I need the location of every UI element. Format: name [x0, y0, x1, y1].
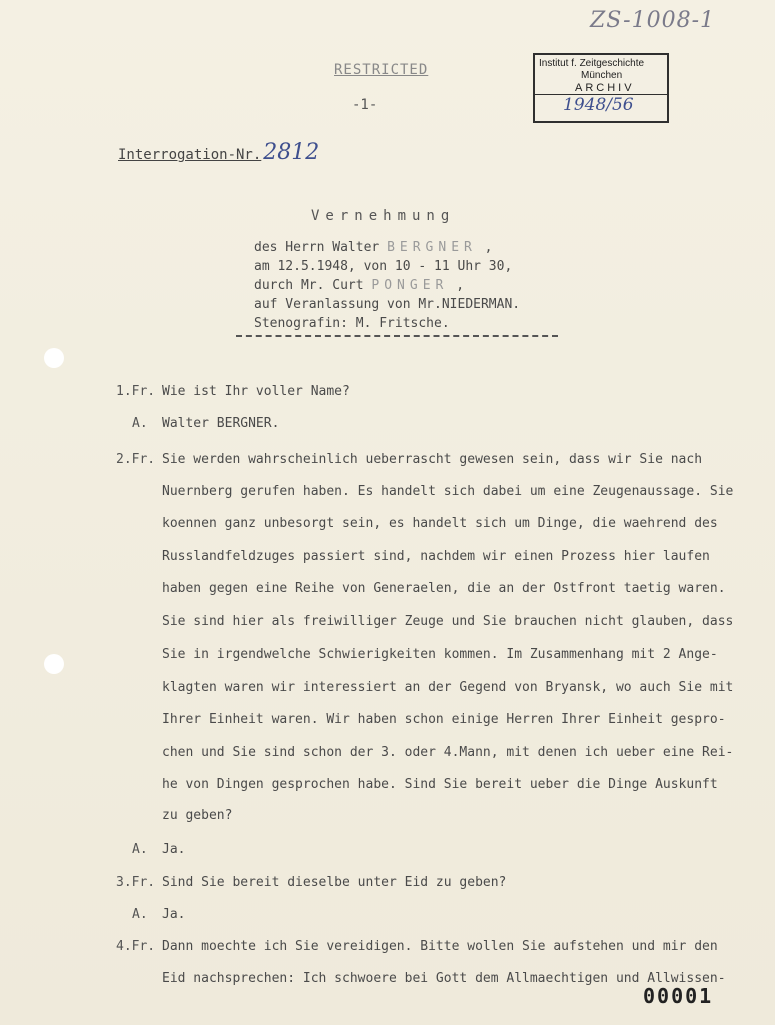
- transcript-continuation: [162, 745, 733, 760]
- transcript-continuation: [162, 971, 726, 986]
- transcript-entry: [116, 939, 718, 954]
- stamp-city: München: [581, 70, 623, 81]
- transcript-text: Eid nachsprechen: Ich schwoere bei Gott dem Allmaechtigen und Allwissen-: [162, 971, 726, 986]
- transcript-entry: [132, 416, 279, 431]
- transcript-text: Sie werden wahrscheinlich ueberrascht gewesen sein, dass wir Sie nach: [162, 452, 703, 467]
- transcript-text: Sind Sie bereit dieselbe unter Eid zu geben?: [162, 875, 507, 890]
- transcript-continuation: [162, 712, 726, 727]
- page-indicator: -1-: [352, 97, 378, 113]
- question-number: 4.Fr.: [116, 939, 156, 954]
- transcript-continuation: [162, 647, 718, 662]
- transcript-text: Ja.: [162, 842, 186, 857]
- answer-marker: A.: [132, 842, 148, 857]
- transcript-text: Walter BERGNER.: [162, 416, 280, 431]
- meta-text: ,: [476, 240, 493, 255]
- classification-label: RESTRICTED: [334, 62, 429, 78]
- transcript-continuation: [162, 549, 710, 564]
- transcript-continuation: [162, 516, 718, 531]
- punch-hole: [44, 348, 64, 368]
- transcript-entry: [132, 842, 185, 857]
- transcript-continuation: [162, 777, 718, 792]
- transcript-text: haben gegen eine Reihe von Generaelen, die an der Ostfront taetig waren.: [162, 581, 726, 596]
- transcript-text: Russlandfeldzuges passiert sind, nachdem wir einen Prozess hier laufen: [162, 549, 710, 564]
- stamp-number: 1948/56: [563, 95, 634, 115]
- transcript-text: zu geben?: [162, 808, 233, 823]
- question-number: 1.Fr.: [116, 384, 156, 399]
- meta-text: ,: [448, 278, 465, 293]
- transcript-continuation: [162, 808, 232, 823]
- transcript-entry: [116, 384, 350, 399]
- transcript-text: Sie in irgendwelche Schwierigkeiten kommen. Im Zusammenhang mit 2 Ange-: [162, 647, 718, 662]
- transcript-text: Wie ist Ihr voller Name?: [162, 384, 350, 399]
- transcript-continuation: [162, 484, 733, 499]
- meta-text: des Herrn Walter: [254, 240, 388, 255]
- interrogation-label: Interrogation-Nr.: [118, 147, 262, 163]
- question-number: 3.Fr.: [116, 875, 156, 890]
- transcript-entry: [116, 452, 702, 467]
- archive-reference: ZS-1008-1: [590, 8, 716, 33]
- interrogation-number-line: [118, 140, 319, 165]
- transcript-text: he von Dingen gesprochen habe. Sind Sie bereit ueber die Dinge Auskunft: [162, 777, 718, 792]
- meta-line-request: auf Veranlassung von Mr.NIEDERMAN.: [254, 297, 521, 312]
- separator-line: [236, 335, 558, 337]
- transcript-text: koennen ganz unbesorgt sein, es handelt sich um Dinge, die waehrend des: [162, 516, 718, 531]
- meta-line-interrogator: [254, 278, 464, 293]
- interrogator-name: PONGER: [371, 278, 449, 293]
- document-title: Vernehmung: [311, 208, 456, 224]
- meta-line-date: am 12.5.1948, von 10 - 11 Uhr 30,: [254, 259, 513, 274]
- transcript-text: Sie sind hier als freiwilliger Zeuge und Sie brauchen nicht glauben, dass: [162, 614, 734, 629]
- stamp-institute: Institut f. Zeitgeschichte: [539, 58, 645, 69]
- transcript-continuation: [162, 581, 726, 596]
- transcript-text: Ja.: [162, 907, 186, 922]
- archive-stamp: [533, 53, 669, 123]
- page-number-stamp: 00001: [643, 984, 714, 1008]
- transcript-text: Ihrer Einheit waren. Wir haben schon einige Herren Ihrer Einheit gespro-: [162, 712, 726, 727]
- interrogation-number: 2812: [263, 140, 320, 165]
- question-number: 2.Fr.: [116, 452, 156, 467]
- transcript-text: chen und Sie sind schon der 3. oder 4.Mann, mit denen ich ueber eine Rei-: [162, 745, 734, 760]
- transcript-text: Dann moechte ich Sie vereidigen. Bitte wollen Sie aufstehen und mir den: [162, 939, 718, 954]
- meta-line-stenographer: Stenografin: M. Fritsche.: [254, 316, 450, 331]
- answer-marker: A.: [132, 907, 148, 922]
- stamp-archive: ARCHIV: [575, 82, 635, 94]
- witness-name: BERGNER: [387, 240, 477, 255]
- meta-text: durch Mr. Curt: [254, 278, 372, 293]
- transcript-continuation: [162, 614, 733, 629]
- meta-line-person: [254, 240, 493, 255]
- transcript-entry: [116, 875, 506, 890]
- transcript-text: klagten waren wir interessiert an der Gegend von Bryansk, wo auch Sie mit: [162, 680, 734, 695]
- answer-marker: A.: [132, 416, 148, 431]
- punch-hole: [44, 654, 64, 674]
- transcript-text: Nuernberg gerufen haben. Es handelt sich dabei um eine Zeugenaussage. Sie: [162, 484, 734, 499]
- transcript-continuation: [162, 680, 733, 695]
- transcript-entry: [132, 907, 185, 922]
